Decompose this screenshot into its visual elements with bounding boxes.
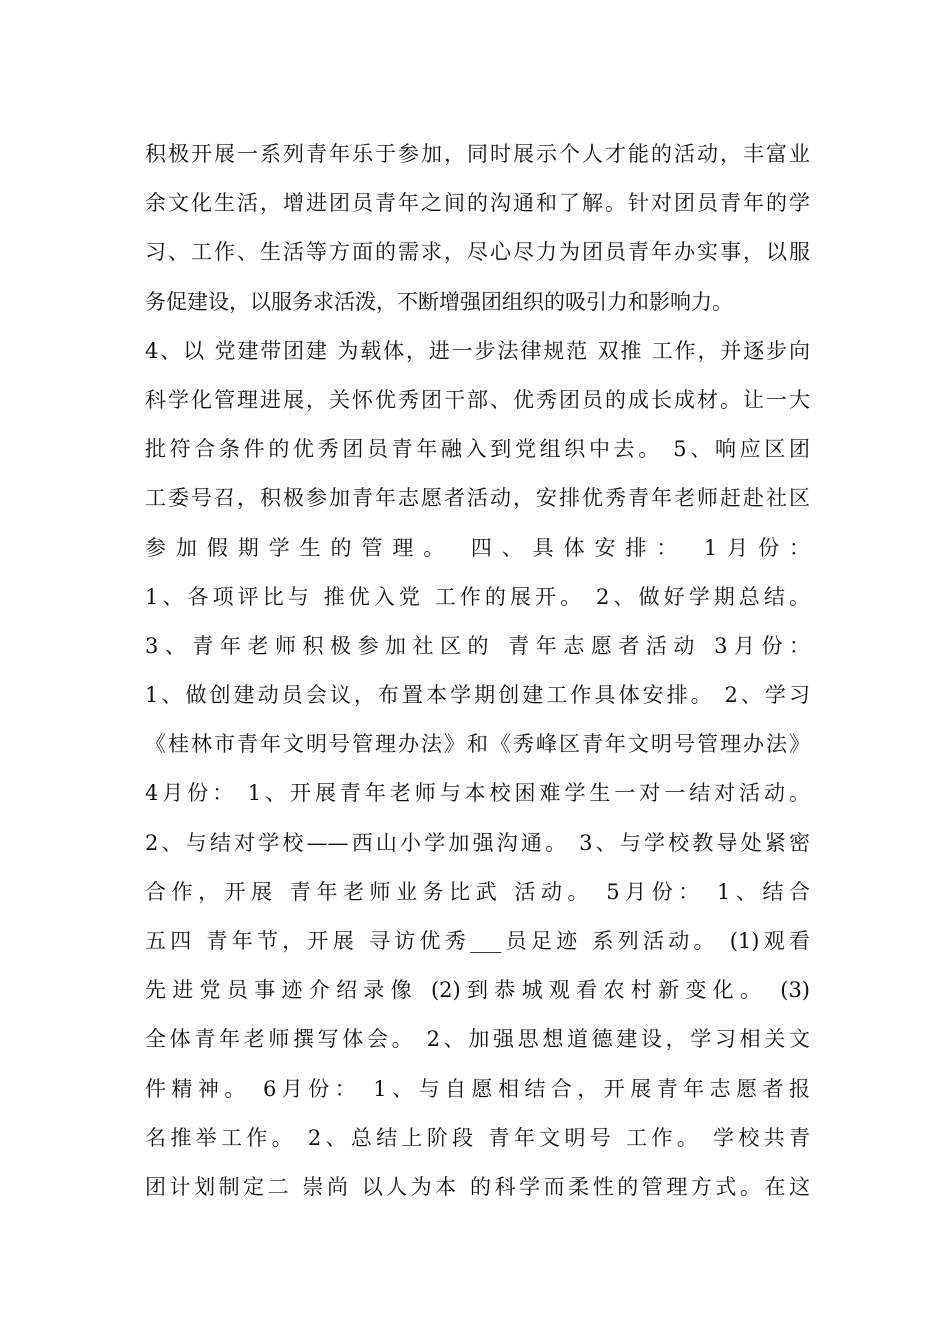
text-line: 五四 青年节，开展 寻访优秀___员足迹 系列活动。 (1)观看: [145, 929, 810, 953]
text-line: 《桂林市青年文明号管理办法》和《秀峰区青年文明号管理办法》: [145, 732, 810, 757]
text-line: 工委号召，积极参加青年志愿者活动，安排优秀青年老师赶赴社区: [145, 486, 810, 511]
text-line: 合作，开展 青年老师业务比武 活动。 5月份： 1、结合: [145, 879, 810, 904]
text-line: 1、各项评比与 推优入党 工作的展开。 2、做好学期总结。: [145, 584, 810, 609]
body-text: [145, 130, 810, 1212]
text-line: 参加假期学生的管理。 四、具体安排： 1月份：: [145, 535, 810, 560]
text-line: 余文化生活，增进团员青年之间的沟通和了解。针对团员青年的学: [145, 191, 810, 216]
text-line: 务促建设，以服务求活泼，不断增强团组织的吸引力和影响力。: [145, 289, 733, 314]
text-line: 先进党员事迹介绍录像 (2)到恭城观看农村新变化。 (3): [145, 978, 810, 1003]
text-line: 4、以 党建带团建 为载体，进一步法律规范 双推 工作，并逐步向: [145, 338, 810, 363]
text-line: 1、做创建动员会议，布置本学期创建工作具体安排。 2、学习: [145, 683, 810, 708]
text-line: 积极开展一系列青年乐于参加，同时展示个人才能的活动，丰富业: [145, 142, 810, 166]
text-line: 习、工作、生活等方面的需求，尽心尽力为团员青年办实事，以服: [145, 240, 810, 265]
text-line: 批符合条件的优秀团员青年融入到党组织中去。 5、响应区团: [145, 437, 810, 462]
text-line: 3、青年老师积极参加社区的 青年志愿者活动 3月份：: [145, 633, 810, 658]
text-line: 件精神。 6月份： 1、与自愿相结合，开展青年志愿者报: [145, 1076, 810, 1101]
text-line: 团计划制定二 崇尚 以人为本 的科学而柔性的管理方式。在这: [145, 1174, 810, 1199]
text-line: 2、与结对学校——西山小学加强沟通。 3、与学校教导处紧密: [145, 830, 810, 855]
text-line: 科学化管理进展，关怀优秀团干部、优秀团员的成长成材。让一大: [145, 387, 810, 412]
text-line: 名推举工作。 2、总结上阶段 青年文明号 工作。 学校共青: [145, 1125, 810, 1150]
text-line: 4月份： 1、开展青年老师与本校困难学生一对一结对活动。: [145, 781, 810, 806]
text-line: 全体青年老师撰写体会。 2、加强思想道德建设，学习相关文: [145, 1027, 810, 1052]
